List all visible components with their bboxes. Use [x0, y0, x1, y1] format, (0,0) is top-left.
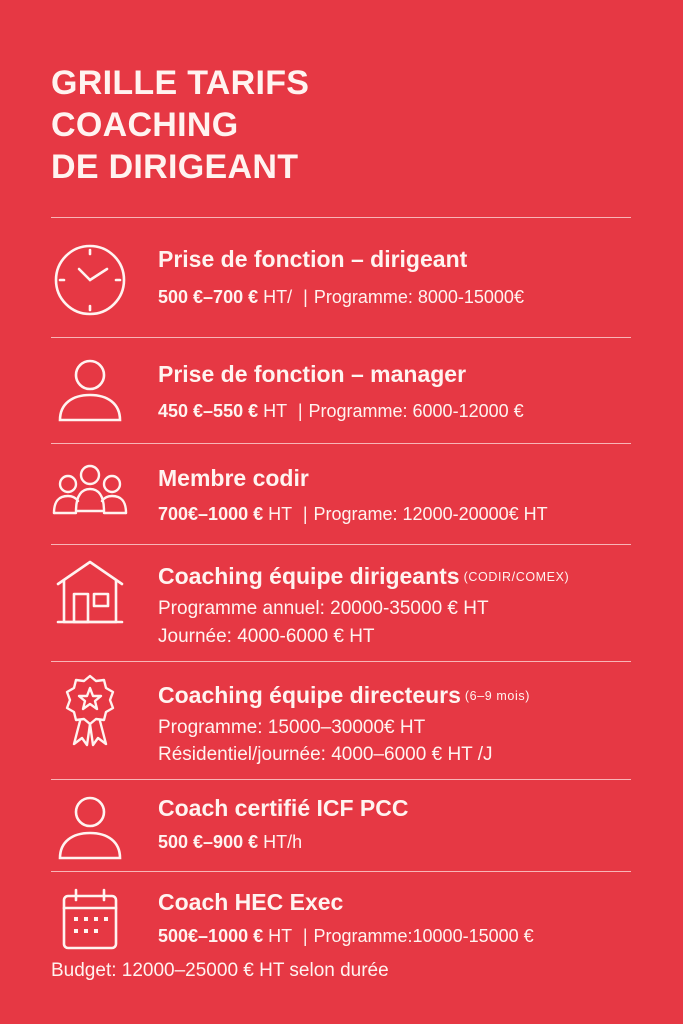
row-detail: Programe: 12000-20000€ HT — [313, 504, 548, 524]
row-title: Coach HEC Exec — [158, 889, 344, 915]
row-price: 500€–1000 € — [158, 926, 264, 946]
page-title — [51, 62, 309, 188]
title-line-3: DE DIRIGEANT — [51, 148, 299, 186]
row-separator: | — [303, 287, 308, 307]
row-detail: Programme: 6000-12000 € — [308, 401, 524, 421]
calendar-icon — [52, 884, 128, 960]
budget-footer: Budget: 12000–25000 € HT selon durée — [51, 960, 389, 981]
row-price: 500 €–900 € — [158, 832, 259, 852]
divider — [51, 779, 631, 780]
row-price-line — [158, 285, 524, 309]
row-separator: | — [302, 504, 308, 524]
row-price: 700€–1000 € — [158, 504, 264, 524]
divider — [51, 544, 631, 545]
divider — [51, 661, 631, 662]
clock-icon — [52, 242, 128, 318]
divider — [51, 337, 631, 338]
row-detail: Programme: 8000-15000€ — [313, 287, 524, 307]
row-title: Prise de fonction – dirigeant — [158, 246, 468, 272]
row-detail-line: Journée: 4000-6000 € HT — [158, 626, 375, 647]
row-title-note: (CODIR/COMEX) — [463, 570, 570, 584]
house-icon — [52, 556, 128, 632]
award-ribbon-icon — [52, 672, 128, 748]
row-price-line — [158, 502, 548, 526]
row-detail: Programme:10000-15000 € — [313, 926, 534, 946]
row-price-line — [158, 399, 524, 423]
row-title: Prise de fonction – manager — [158, 361, 467, 387]
row-separator: | — [302, 926, 308, 946]
person-icon — [52, 352, 128, 428]
title-line-2: COACHING — [51, 106, 239, 144]
divider — [51, 443, 631, 444]
row-title: Membre codir — [158, 465, 309, 491]
row-price-unit: HT — [268, 926, 292, 946]
row-detail-line: Programme annuel: 20000-35000 € HT — [158, 598, 489, 619]
row-title: Coach certifié ICF PCC — [158, 795, 409, 821]
row-title-text: Coaching équipe dirigeants — [158, 563, 460, 589]
row-detail-line: Résidentiel/journée: 4000–6000 € HT /J — [158, 744, 493, 765]
row-title-note: (6–9 mois) — [464, 689, 530, 703]
group-icon — [52, 455, 128, 531]
row-price-unit: HT — [263, 401, 287, 421]
row-detail-line: Programme: 15000–30000€ HT — [158, 717, 426, 738]
person-icon — [52, 792, 128, 868]
row-price: 450 €–550 € — [158, 401, 259, 421]
row-price-unit: HT — [268, 504, 292, 524]
row-price-unit: HT/h — [263, 832, 303, 852]
row-title — [158, 681, 530, 710]
divider — [51, 871, 631, 872]
divider — [51, 217, 631, 218]
row-separator: | — [297, 401, 303, 421]
row-title-text: Coaching équipe directeurs — [158, 682, 461, 708]
row-price-unit: HT/ — [263, 287, 293, 307]
row-price-line — [158, 924, 534, 948]
row-price-line — [158, 830, 302, 854]
row-price: 500 €–700 € — [158, 287, 259, 307]
row-title — [158, 562, 569, 591]
title-line-1: GRILLE TARIFS — [51, 64, 310, 102]
